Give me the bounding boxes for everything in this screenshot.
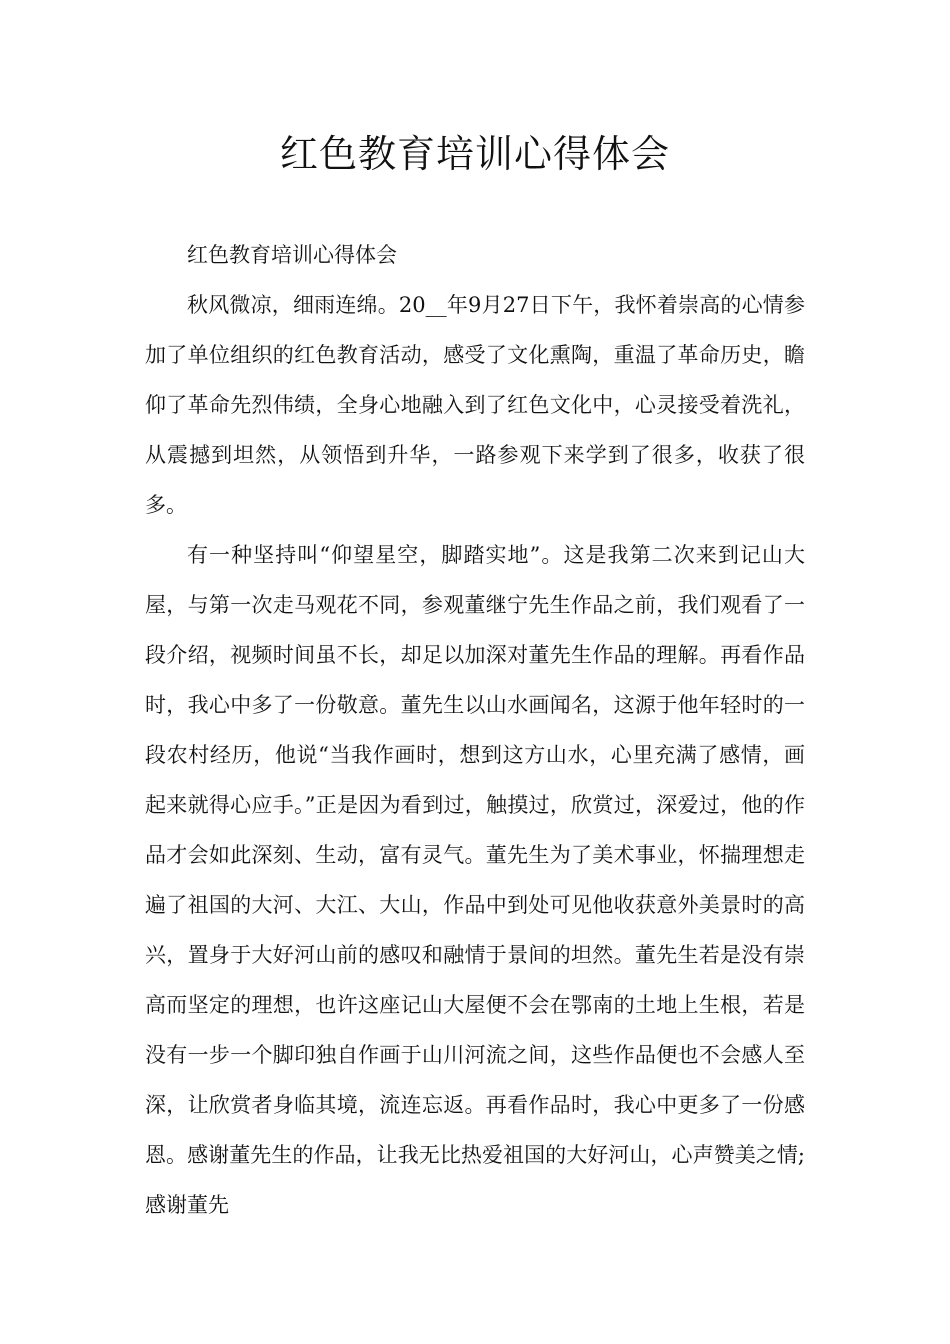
paragraph-2: 有一种坚持叫“仰望星空，脚踏实地”。这是我第二次来到记山大屋，与第一次走马观花不同，参观董继宁先生作品之前，我们观看了一段介绍，视频时间虽不长，却足以加深对董先生作品的理解。再看作品时，我心中多了一份敬意。董先生以山水画闻名，这源于他年轻时的一段农村经历，他说“当我作画时，想到这方山水，心里充满了感情，画起来就得心应手。”正是因为看到过，触摸过，欣赏过，深爱过，他的作品才会如此深刻、生动，富有灵气。董先生为了美术事业，怀揣理想走遍了祖国的大河、大江、大山，作品中到处可见他收获意外美景时的高兴，置身于大好河山前的感叹和融情于景间的坦然。董先生若是没有崇高而坚定的理想，也许这座记山大屋便不会在鄂南的土地上生根，若是没有一步一个脚印独自作画于山川河流之间，这些作品便也不会感人至深，让欣赏者身临其境，流连忘返。再看作品时，我心中更多了一份感恩。感谢董先生的作品，让我无比热爱祖国的大好河山，心声赞美之情;感谢董先 [145,543,805,1217]
paragraph-1: 秋风微凉，细雨连绵。20__年9月27日下午，我怀着崇高的心情参加了单位组织的红色教育活动，感受了文化熏陶，重温了革命历史，瞻仰了革命先烈伟绩，全身心地融入到了红色文化中，心灵接受着洗礼，从震撼到坦然，从领悟到升华，一路参观下来学到了很多，收获了很多。 [145,293,805,517]
document-body [145,230,805,1230]
paragraph-subtitle: 红色教育培训心得体会 [187,243,397,267]
document-title: 红色教育培训心得体会 [279,132,670,176]
